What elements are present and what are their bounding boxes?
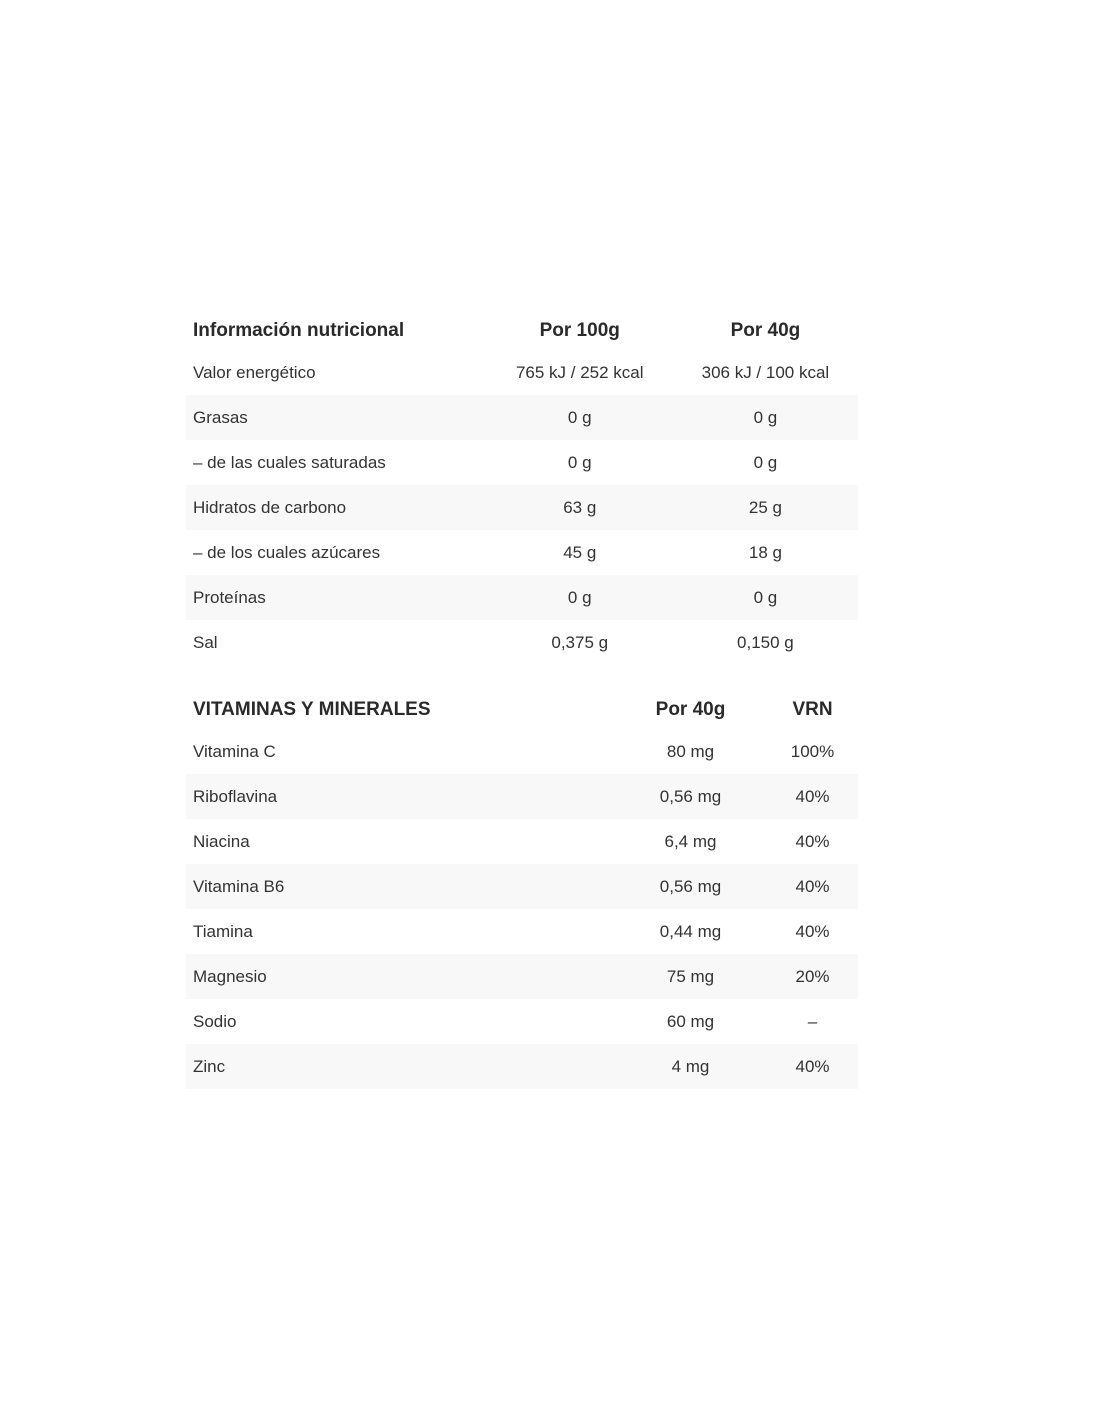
vitamins-header-row <box>186 691 858 729</box>
vitamin-name: Tiamina <box>193 921 253 941</box>
vitamins-header-name: VITAMINAS Y MINERALES <box>193 699 431 720</box>
vitamin-per40g: 80 mg <box>666 741 715 761</box>
nutrition-row-saturated <box>186 440 858 485</box>
vitamins-row-riboflavin <box>186 774 858 819</box>
nutrition-header-per100g: Por 100g <box>539 320 620 341</box>
vitamins-row-vitamin-c <box>186 729 858 774</box>
vitamins-row-magnesium <box>186 954 858 999</box>
nutrient-per40g: 0 g <box>753 407 778 427</box>
nutrition-row-protein <box>186 575 858 620</box>
vitamins-row-zinc <box>186 1044 858 1089</box>
vitamin-vrn: 20% <box>795 966 830 986</box>
nutrition-header-name: Información nutricional <box>193 320 405 341</box>
nutrient-name: Hidratos de carbono <box>193 497 347 517</box>
vitamin-vrn: – <box>807 1011 818 1031</box>
nutrition-row-fat <box>186 395 858 440</box>
vitamin-name: Niacina <box>193 831 250 851</box>
vitamins-row-vitamin-b6 <box>186 864 858 909</box>
nutrient-per40g: 0 g <box>753 452 778 472</box>
nutrition-row-energy <box>186 350 858 395</box>
vitamin-per40g: 4 mg <box>671 1056 710 1076</box>
nutrient-per100g: 0 g <box>567 587 592 607</box>
nutrition-header-per40g: Por 40g <box>730 320 801 341</box>
nutrition-row-sugars <box>186 530 858 575</box>
vitamins-header-vrn: VRN <box>792 699 833 720</box>
nutrient-per40g: 0 g <box>753 587 778 607</box>
vitamin-vrn: 100% <box>790 741 835 761</box>
nutrient-per40g: 18 g <box>748 542 782 562</box>
vitamin-vrn: 40% <box>795 876 830 896</box>
vitamins-header-per40g: Por 40g <box>655 699 726 720</box>
vitamin-name: Vitamina C <box>193 741 276 761</box>
vitamin-name: Magnesio <box>193 966 267 986</box>
vitamin-per40g: 60 mg <box>666 1011 715 1031</box>
vitamin-vrn: 40% <box>795 786 830 806</box>
vitamin-name: Zinc <box>193 1056 226 1076</box>
vitamin-name: Riboflavina <box>193 786 278 806</box>
vitamins-row-sodium <box>186 999 858 1044</box>
vitamins-table <box>186 691 858 1089</box>
vitamin-name: Vitamina B6 <box>193 876 285 896</box>
nutrition-row-carbs <box>186 485 858 530</box>
vitamins-row-thiamin <box>186 909 858 954</box>
nutrient-name: Grasas <box>193 407 248 427</box>
nutrient-per100g: 0,375 g <box>551 632 609 652</box>
nutrition-row-salt <box>186 620 858 665</box>
nutrient-per100g: 45 g <box>563 542 597 562</box>
nutrient-name: – de las cuales saturadas <box>193 452 386 472</box>
vitamin-per40g: 0,56 mg <box>659 786 722 806</box>
nutrient-per100g: 63 g <box>563 497 597 517</box>
vitamin-per40g: 6,4 mg <box>664 831 717 851</box>
vitamins-row-niacin <box>186 819 858 864</box>
vitamin-per40g: 75 mg <box>666 966 715 986</box>
nutrition-header-row <box>186 312 858 350</box>
nutrient-name: – de los cuales azúcares <box>193 542 381 562</box>
nutrient-per40g: 306 kJ / 100 kcal <box>701 362 830 382</box>
vitamin-vrn: 40% <box>795 1056 830 1076</box>
nutrient-name: Valor energético <box>193 362 316 382</box>
nutrient-per100g: 0 g <box>567 407 592 427</box>
vitamin-name: Sodio <box>193 1011 237 1031</box>
nutrient-name: Proteínas <box>193 587 266 607</box>
nutrient-per40g: 0,150 g <box>737 632 794 652</box>
nutrient-per100g: 0 g <box>567 452 592 472</box>
nutrient-per40g: 25 g <box>748 497 782 517</box>
vitamin-vrn: 40% <box>795 831 830 851</box>
vitamin-per40g: 0,56 mg <box>659 876 722 896</box>
nutrient-name: Sal <box>193 632 218 652</box>
nutrition-table <box>186 312 858 665</box>
vitamin-per40g: 0,44 mg <box>659 921 722 941</box>
nutrient-per100g: 765 kJ / 252 kcal <box>515 362 644 382</box>
vitamin-vrn: 40% <box>795 921 830 941</box>
